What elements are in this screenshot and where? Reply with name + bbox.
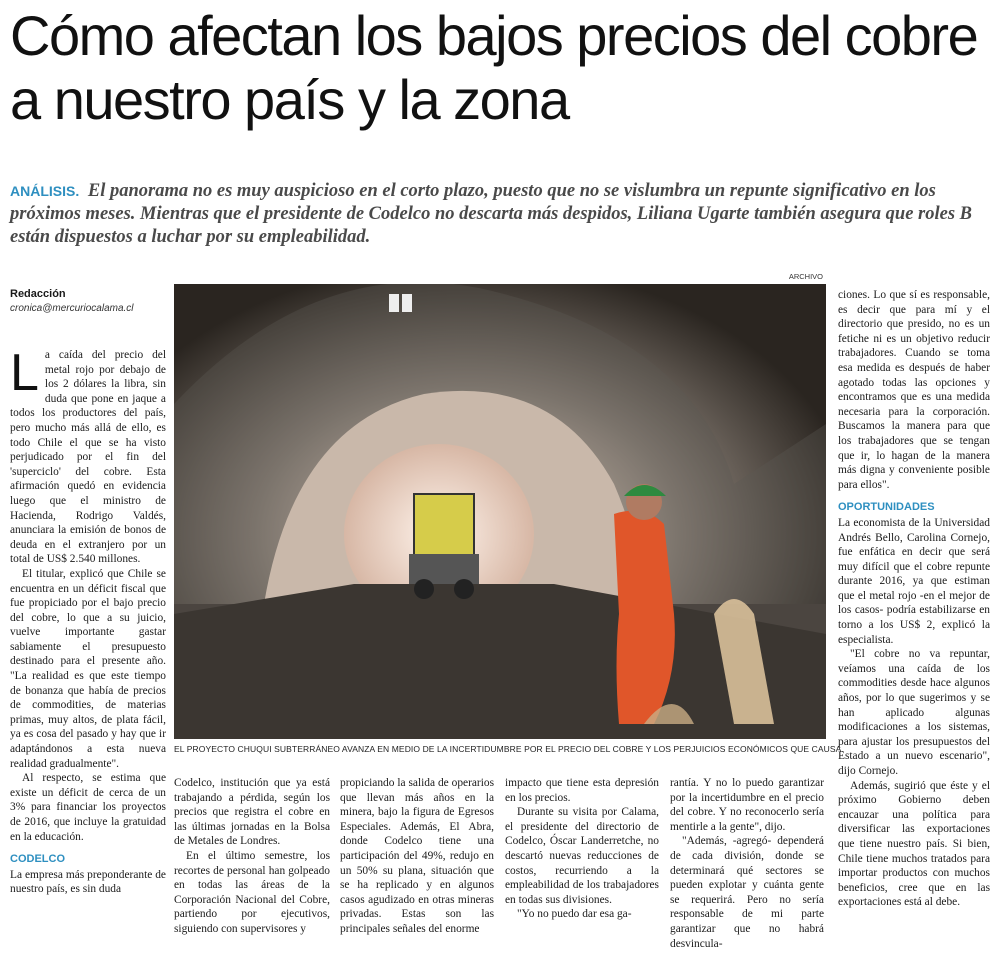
deck-tag: ANÁLISIS. [10,183,80,199]
paragraph: La empresa más preponderante de nuestro país, es sin duda [10,868,166,896]
paragraph: ciones. Lo que sí es responsable, es decir que para mí y el directorio que presido, no es un fetiche ni es un objetivo reducir trabajadores. Cuando se toma esa medida es después de haber agotado todas las opciones y encontramos que es una medida necesaria para la corporación. Buscamos la manera para que los trabajadores que se tengan que ir, lo hagan de la manera más digna y conveniente posible para ellos". [838,289,990,491]
article-column-4 [505,776,659,922]
deck [10,180,990,249]
byline [10,288,170,314]
headline: Cómo afectan los bajos precios del cobre a nuestro país y la zona [10,4,978,131]
paragraph: a caída del precio del metal rojo por debajo de los 2 dólares la libra, sin duda que pone en jaque a todos los productores del país, pero mucho más allá de ello, es todo Chile el que se ha visto perjudicado por el fin del 'superciclo' del cobre. Esta afirmación quedó en evidencia luego que el ministro de Hacienda, Rodrigo Valdés, anunciara la emisión de bonos de deuda en el extranjero por un total de US$ 2.540 millones. [10,349,166,566]
article-column-5 [670,776,824,951]
dropcap: L [10,344,39,402]
photo-caption: EL PROYECTO CHUQUI SUBTERRÁNEO AVANZA EN MEDIO DE LA INCERTIDUMBRE POR EL PRECIO DEL COBRE Y LOS PERJUICIOS ECONÓMICOS QUE CAUSA. [174,744,844,754]
byline-name: Redacción [10,288,66,300]
article-column-1 [10,344,166,897]
paragraph: "El cobre no va repuntar, veíamos una caída de los commodities desde hace algunos años, por lo que sugerimos y se han aplicado algunas modificaciones a los sistemas, para ajustar los presupuestos del Estado a un nuevo escenario", dijo Cornejo. [838,648,990,777]
article-column-3 [340,776,494,937]
paragraph: rantía. Y no lo puedo garantizar por la incertidumbre en el precio del cobre. Y no reconocerlo sería mentirle a la gente", dijo. [670,777,824,833]
paragraph: Al respecto, se estima que existe un déficit de cerca de un 3% para financiar los proyectos de 2016, que incluye la gratuidad en la educación. [10,772,166,843]
subhead-codelco: CODELCO [10,853,65,866]
paragraph: Durante su visita por Calama, el presidente del directorio de Codelco, Óscar Landerretche, no descartó nuevas reducciones de costos, recurriendo a la empleabilidad de los trabajadores en todas sus divisiones. [505,806,659,906]
tunnel-illustration [174,284,826,739]
article-column-6 [838,288,990,910]
article-column-2 [174,776,330,937]
paragraph: Además, sugirió que éste y el próximo Gobierno deben encauzar una política para diversificar las exportaciones que tiene nuestro país. Si bien, Chile tiene muchos tratados para importar productos con muchos beneficios, cree que en las exportaciones está al debe. [838,779,990,909]
photo-credit: ARCHIVO [788,272,823,281]
subhead-oportunidades: OPORTUNIDADES [838,501,935,514]
paragraph: propiciando la salida de operarios que llevan más años en la minera, bajo la figura de Egresos Especiales. Además, El Abra, donde Codelco tiene una participación del 49%, redujo en un 50% su plana, situación que se ha replicado y en algunos casos agudizado en otras mineras privadas. Estas son las principales señales del enorme [340,777,494,935]
article-photo [174,284,826,739]
paragraph: La economista de la Universidad Andrés Bello, Carolina Cornejo, fue enfática en decir que será muy difícil que el cobre repunte durante 2016, ya que estiman que el metal rojo -en el mejor de los casos- podría estabilizarse en torno a los US$ 2, explicó la especialista. [838,516,990,646]
paragraph: "Yo no puedo dar esa ga- [517,908,632,921]
paragraph: En el último semestre, los recortes de personal han golpeado en todas las áreas de la Corporación Nacional del Cobre, partiendo por ejecutivos, siguiendo con supervisores y [174,849,330,935]
paragraph: "Además, -agregó- dependerá de cada división, donde se determinará qué sectores se pueden explotar y cuánta gente se requerirá. Pero no sería responsable de mi parte garantizar que no habrá desvincula- [670,835,824,950]
deck-text: El panorama no es muy auspicioso en el corto plazo, puesto que no se vislumbra un repunte significativo en los próximos meses. Mientras que el presidente de Codelco no descarta más despidos, Liliana Ugarte también asegura que roles B están dispuestos a luchar por su empleabilidad. [10,181,972,247]
paragraph: impacto que tiene esta depresión en los precios. [505,777,659,804]
paragraph: Codelco, institución que ya está trabajando a pérdida, según los precios que registra el cobre en las últimas jornadas en la Bolsa de Metales de Londres. [174,777,330,848]
paragraph: El titular, explicó que Chile se encuentra en un déficit fiscal que fue propiciado por el bajo precio del cobre, lo que a su juicio, vuelve importante gastar sabiamente el presupuesto destinado para el presente año. "La realidad es que este tiempo de bonanza que había de precios de commodities, de materias primas, muy altos, de plata fácil, ya es cosa del pasado y hay que ir adaptándonos a esta nueva realidad gradualmente". [10,567,166,770]
byline-email[interactable]: cronica@mercuriocalama.cl [10,303,134,314]
